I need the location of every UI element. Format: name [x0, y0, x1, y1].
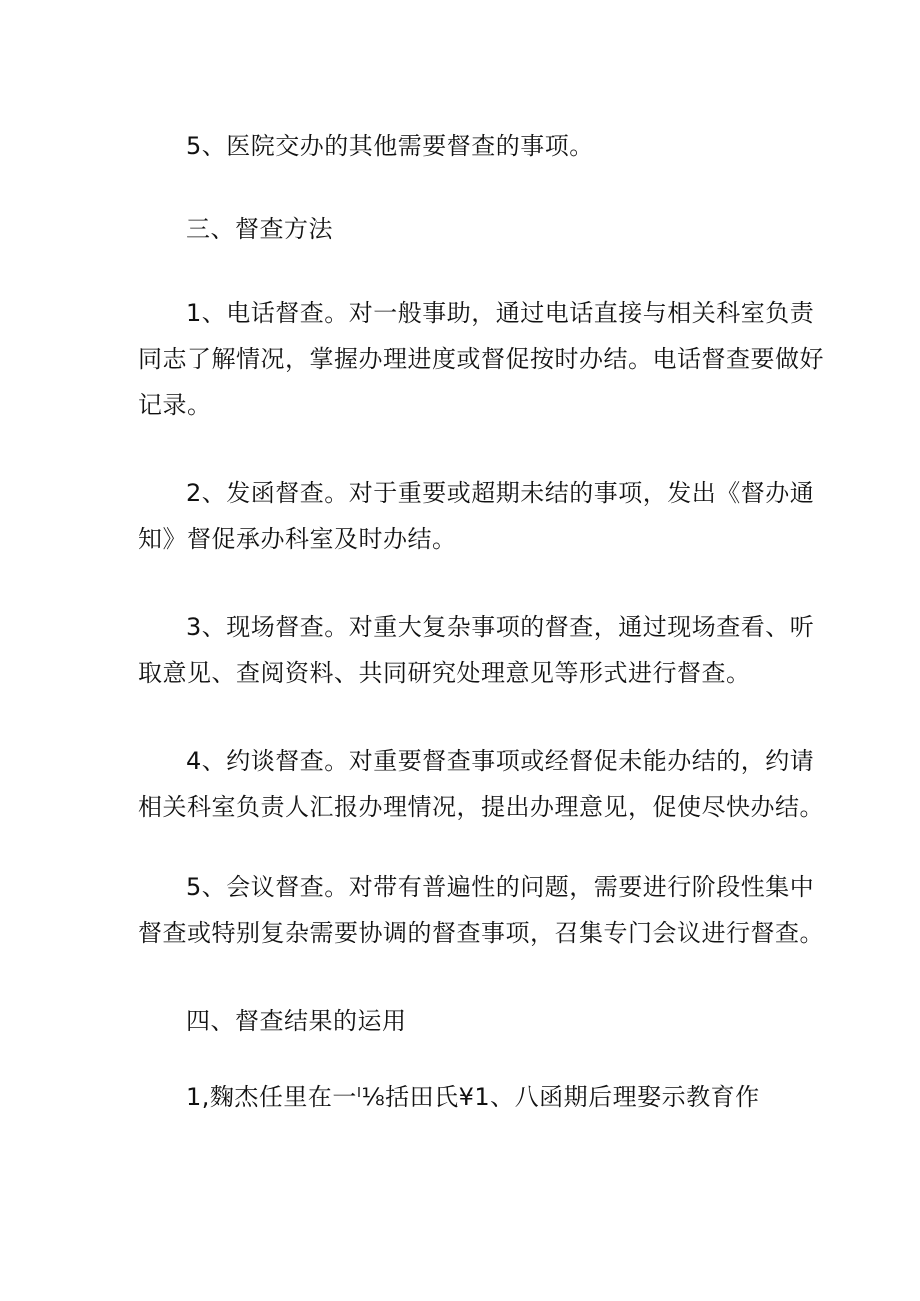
- text-line: 取意见、查阅资料、共同研究处理意见等形式进行督查。: [138, 659, 751, 687]
- text-line: 5、会议督查。对带有普遍性的问题，需要进行阶段性集中: [186, 873, 815, 901]
- text-line: 相关科室负责人汇报办理情况，提出办理意见，促使尽快办结。: [138, 793, 824, 821]
- text-line: 记录。: [138, 391, 212, 419]
- paragraph-method-phone: [138, 290, 824, 428]
- paragraph-method-meeting: [138, 864, 824, 956]
- text-line: 1、电话督查。对一般事助，通过电话直接与相关科室负责: [186, 299, 815, 327]
- paragraph-result1: [138, 1074, 846, 1120]
- text-line: 1,麴杰任里在一ˡ⅛括田氏¥1、八函期后理娶示教育作: [186, 1083, 760, 1111]
- text-line: 同志了解情况，掌握办理进度或督促按时办结。电话督查要做好: [138, 345, 824, 373]
- section-heading-methods: [138, 206, 846, 252]
- paragraph-method-talk: [138, 738, 824, 830]
- section-heading-results: [138, 998, 846, 1044]
- paragraph-method-site: [138, 604, 815, 696]
- text-line: 2、发函督查。对于重要或超期未结的事项，发出《督办通: [186, 479, 815, 507]
- text-line: 督查或特别复杂需要协调的督查事项，召集专门会议进行督查。: [138, 919, 824, 947]
- paragraph-item5-hospital: [138, 123, 846, 169]
- text-line: 知》督促承办科室及时办结。: [138, 525, 457, 553]
- text-line: 4、约谈督查。对重要督查事项或经督促未能办结的，约请: [186, 747, 815, 775]
- paragraph-method-letter: [138, 470, 815, 562]
- text-line: 三、督查方法: [186, 215, 333, 243]
- text-line: 四、督查结果的运用: [186, 1007, 407, 1035]
- text-line: 5、医院交办的其他需要督查的事项。: [186, 132, 594, 160]
- text-line: 3、现场督查。对重大复杂事项的督查，通过现场查看、听: [186, 613, 815, 641]
